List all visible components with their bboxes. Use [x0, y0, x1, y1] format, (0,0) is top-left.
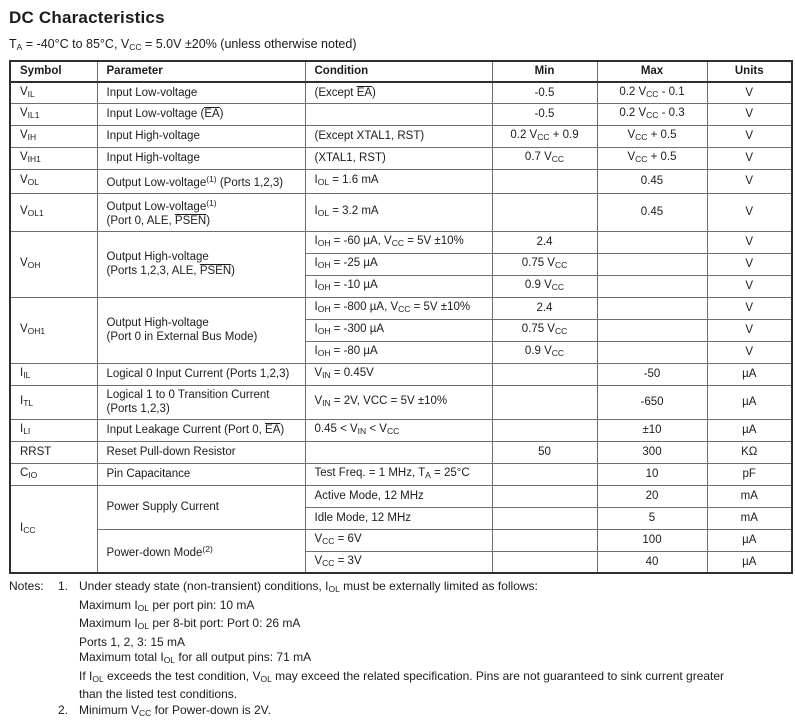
cell-min [492, 419, 597, 441]
table-row [10, 104, 792, 126]
cell-max: 300 [597, 441, 707, 463]
cell-min: -0.5 [492, 104, 597, 126]
cell-parameter: Output High-voltage (Ports 1,2,3, ALE, PSEN) [97, 231, 305, 297]
cell-max: 5 [597, 507, 707, 529]
cell-symbol: $V_{OH}$ [10, 231, 97, 297]
cell-min [492, 507, 597, 529]
cell-units: µA [707, 419, 792, 441]
column-header-max: Max [597, 61, 707, 82]
dc-characteristics-table [9, 60, 793, 574]
cell-min: 0.9 $V_{CC}$ [492, 341, 597, 363]
cell-units: mA [707, 507, 792, 529]
cell-units: µA [707, 551, 792, 573]
cell-condition: $I_{OL} = 1.6$ mA [305, 170, 492, 194]
cell-max: 0.45 [597, 170, 707, 194]
cell-max: $V_{CC} + 0.5$ [597, 126, 707, 148]
table-row [10, 82, 792, 104]
cell-max: -650 [597, 385, 707, 419]
cell-max: 20 [597, 485, 707, 507]
cell-parameter: Logical 0 Input Current (Ports 1,2,3) [97, 363, 305, 385]
cell-condition: $V_{CC} = 6V$ [305, 529, 492, 551]
table-row [10, 148, 792, 170]
table-row [10, 529, 792, 551]
cell-min [492, 363, 597, 385]
cell-max [597, 253, 707, 275]
cell-units: KΩ [707, 441, 792, 463]
cell-units: V [707, 126, 792, 148]
cell-condition: $I_{OH} = -800$ µA, $V_{CC} = 5V \pm 10\%$ [305, 297, 492, 319]
cell-parameter: Pin Capacitance [97, 463, 305, 485]
cell-max: 0.2 $V_{CC} - 0.1$ [597, 82, 707, 104]
cell-condition [305, 104, 492, 126]
cell-min [492, 385, 597, 419]
note-text: Minimum $V_{CC}$ for Power-down is 2V. [79, 703, 786, 721]
table-row [10, 441, 792, 463]
cell-symbol: $I_{TL}$ [10, 385, 97, 419]
table-header [10, 61, 792, 82]
cell-units: V [707, 231, 792, 253]
column-header-min: Min [492, 61, 597, 82]
cell-condition: $I_{OH} = -80$ µA [305, 341, 492, 363]
cell-max [597, 319, 707, 341]
cell-max: -50 [597, 363, 707, 385]
cell-units: V [707, 82, 792, 104]
column-header-parameter: Parameter [97, 61, 305, 82]
cell-parameter: Input High-voltage [97, 148, 305, 170]
cell-condition: (XTAL1, RST) [305, 148, 492, 170]
cell-condition: $V_{CC} = 3V$ [305, 551, 492, 573]
cell-symbol: $V_{IH}$ [10, 126, 97, 148]
cell-symbol: RRST [10, 441, 97, 463]
table-row [10, 297, 792, 319]
cell-symbol: $V_{IL1}$ [10, 104, 97, 126]
cell-parameter: Reset Pull-down Resistor [97, 441, 305, 463]
cell-condition: $V_{IN} = 0.45V$ [305, 363, 492, 385]
table-row [10, 231, 792, 253]
cell-symbol: $V_{OL1}$ [10, 193, 97, 231]
note-item [58, 703, 786, 721]
cell-units: V [707, 193, 792, 231]
cell-condition: Test Freq. = 1 MHz, $T_A = 25^\circ C$ [305, 463, 492, 485]
cell-units: µA [707, 363, 792, 385]
cell-parameter: Power Supply Current [97, 485, 305, 529]
cell-symbol: $V_{IL}$ [10, 82, 97, 104]
table-row [10, 463, 792, 485]
column-header-units: Units [707, 61, 792, 82]
cell-max [597, 275, 707, 297]
notes-label: Notes: [9, 579, 58, 721]
cell-max [597, 231, 707, 253]
note-text: Under steady state (non-transient) conditions, $I_{OL}$ must be externally limited as follows: Maximum $I_{OL}$ per port pin: 10 mA Maximum $I_{OL}$ per 8-bit port: Port 0: 26 mA Ports 1, 2, 3: 15 mA Maximum total $I_{OL}$ for all output pins: 71 mA If $I_{OL}$ exceeds the test condition, $V_{OL}$ may exceed the related specification. Pins are not guaranteed to sink current greater than the listed test conditions. [79, 579, 786, 703]
cell-min: 50 [492, 441, 597, 463]
table-row [10, 419, 792, 441]
column-header-symbol: Symbol [10, 61, 97, 82]
cell-units: mA [707, 485, 792, 507]
cell-condition: $I_{OH} = -25$ µA [305, 253, 492, 275]
cell-units: V [707, 297, 792, 319]
cell-max: 0.2 $V_{CC} - 0.3$ [597, 104, 707, 126]
cell-min [492, 529, 597, 551]
cell-parameter: Logical 1 to 0 Transition Current (Ports 1,2,3) [97, 385, 305, 419]
cell-max [597, 297, 707, 319]
table-row [10, 126, 792, 148]
cell-units: V [707, 319, 792, 341]
table-row [10, 363, 792, 385]
cell-min: 0.9 $V_{CC}$ [492, 275, 597, 297]
cell-units: pF [707, 463, 792, 485]
cell-min [492, 193, 597, 231]
cell-units: µA [707, 529, 792, 551]
cell-condition: $I_{OL} = 3.2$ mA [305, 193, 492, 231]
cell-condition [305, 441, 492, 463]
cell-parameter: Output Low-voltage$^{(1)}$ (Port 0, ALE, PSEN) [97, 193, 305, 231]
table-row [10, 193, 792, 231]
column-header-condition: Condition [305, 61, 492, 82]
cell-min [492, 485, 597, 507]
cell-parameter: Output High-voltage (Port 0 in External Bus Mode) [97, 297, 305, 363]
cell-min: 0.75 $V_{CC}$ [492, 253, 597, 275]
cell-symbol: $V_{OL}$ [10, 170, 97, 194]
cell-condition: $I_{OH} = -10$ µA [305, 275, 492, 297]
cell-min [492, 170, 597, 194]
cell-condition: (Except $\overline{EA}$) [305, 82, 492, 104]
cell-units: V [707, 253, 792, 275]
cell-max: 100 [597, 529, 707, 551]
cell-symbol: $C_{IO}$ [10, 463, 97, 485]
notes-section [9, 579, 786, 721]
note-number: 1. [58, 579, 79, 703]
cell-condition: $V_{IN} = 2V$, VCC = 5V ±10% [305, 385, 492, 419]
cell-parameter: Output Low-voltage$^{(1)}$ (Ports 1,2,3) [97, 170, 305, 194]
table-row [10, 385, 792, 419]
notes-items [58, 579, 786, 721]
cell-min: 0.75 $V_{CC}$ [492, 319, 597, 341]
cell-units: V [707, 148, 792, 170]
cell-symbol: $I_{CC}$ [10, 485, 97, 573]
table-body [10, 82, 792, 574]
cell-min [492, 551, 597, 573]
cell-max: 10 [597, 463, 707, 485]
cell-max: 40 [597, 551, 707, 573]
table-header-row [10, 61, 792, 82]
cell-max [597, 341, 707, 363]
cell-condition: $I_{OH} = -60$ µA, $V_{CC} = 5V \pm 10\%$ [305, 231, 492, 253]
cell-units: V [707, 341, 792, 363]
cell-min [492, 463, 597, 485]
cell-min: 2.4 [492, 231, 597, 253]
cell-symbol: $I_{LI}$ [10, 419, 97, 441]
cell-condition: (Except XTAL1, RST) [305, 126, 492, 148]
cell-condition: Idle Mode, 12 MHz [305, 507, 492, 529]
cell-condition: Active Mode, 12 MHz [305, 485, 492, 507]
table-row [10, 170, 792, 194]
note-item [58, 579, 786, 703]
cell-max: 0.45 [597, 193, 707, 231]
cell-units: V [707, 170, 792, 194]
cell-max: ±10 [597, 419, 707, 441]
cell-condition: $I_{OH} = -300$ µA [305, 319, 492, 341]
table-row [10, 485, 792, 507]
cell-units: V [707, 275, 792, 297]
conditions-subtitle: $T_A = -40^\circ C$ to 85°C, $V_{CC} = 5.0V \pm 20\%$ (unless otherwise noted) [9, 37, 786, 52]
cell-min: 0.7 $V_{CC}$ [492, 148, 597, 170]
cell-min: -0.5 [492, 82, 597, 104]
cell-parameter: Input High-voltage [97, 126, 305, 148]
cell-max: $V_{CC} + 0.5$ [597, 148, 707, 170]
cell-parameter: Input Leakage Current (Port 0, $\overline{EA}$) [97, 419, 305, 441]
cell-parameter: Input Low-voltage [97, 82, 305, 104]
cell-condition: $0.45 < V_{IN} < V_{CC}$ [305, 419, 492, 441]
note-number: 2. [58, 703, 79, 721]
cell-parameter: Power-down Mode$^{(2)}$ [97, 529, 305, 573]
page-title: DC Characteristics [9, 8, 786, 28]
cell-symbol: $V_{OH1}$ [10, 297, 97, 363]
cell-symbol: $I_{IL}$ [10, 363, 97, 385]
cell-parameter: Input Low-voltage $(\overline{EA})$ [97, 104, 305, 126]
cell-symbol: $V_{IH1}$ [10, 148, 97, 170]
cell-min: 0.2 $V_{CC} + 0.9$ [492, 126, 597, 148]
cell-min: 2.4 [492, 297, 597, 319]
cell-units: µA [707, 385, 792, 419]
cell-units: V [707, 104, 792, 126]
